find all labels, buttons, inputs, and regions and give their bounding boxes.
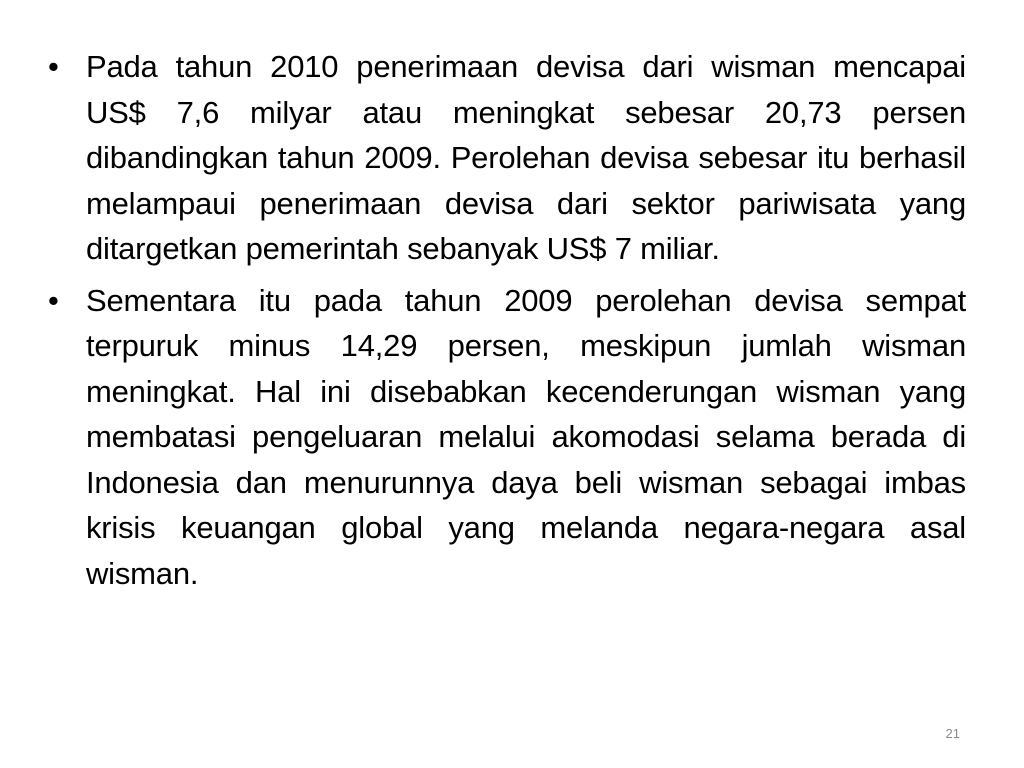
bullet-text: Pada tahun 2010 penerimaan devisa dari wisman mencapai US$ 7,6 milyar atau meningkat sebesar 20,73 persen dibandingkan tahun 2009. Perolehan devisa sebesar itu berhasil melampaui penerimaan devisa dari sektor pariwisata yang ditargetkan pemerintah sebanyak US$ 7 miliar.	[86, 49, 966, 266]
bullet-item-devisa-2009	[48, 278, 966, 597]
bullet-dot-icon: •	[48, 282, 59, 318]
bullet-text: Sementara itu pada tahun 2009 perolehan devisa sempat terpuruk minus 14,29 persen, meskipun jumlah wisman meningkat. Hal ini disebabkan kecenderungan wisman yang membatasi pengeluaran melalui akomodasi selama berada di Indonesia dan menurunnya daya beli wisman sebagai imbas krisis keuangan global yang melanda negara-negara asal wisman.	[86, 282, 966, 591]
page-number: 21	[945, 726, 960, 741]
bullet-dot-icon: •	[48, 49, 59, 84]
bullet-item-devisa-2010	[48, 44, 966, 272]
bullet-list	[48, 44, 966, 602]
